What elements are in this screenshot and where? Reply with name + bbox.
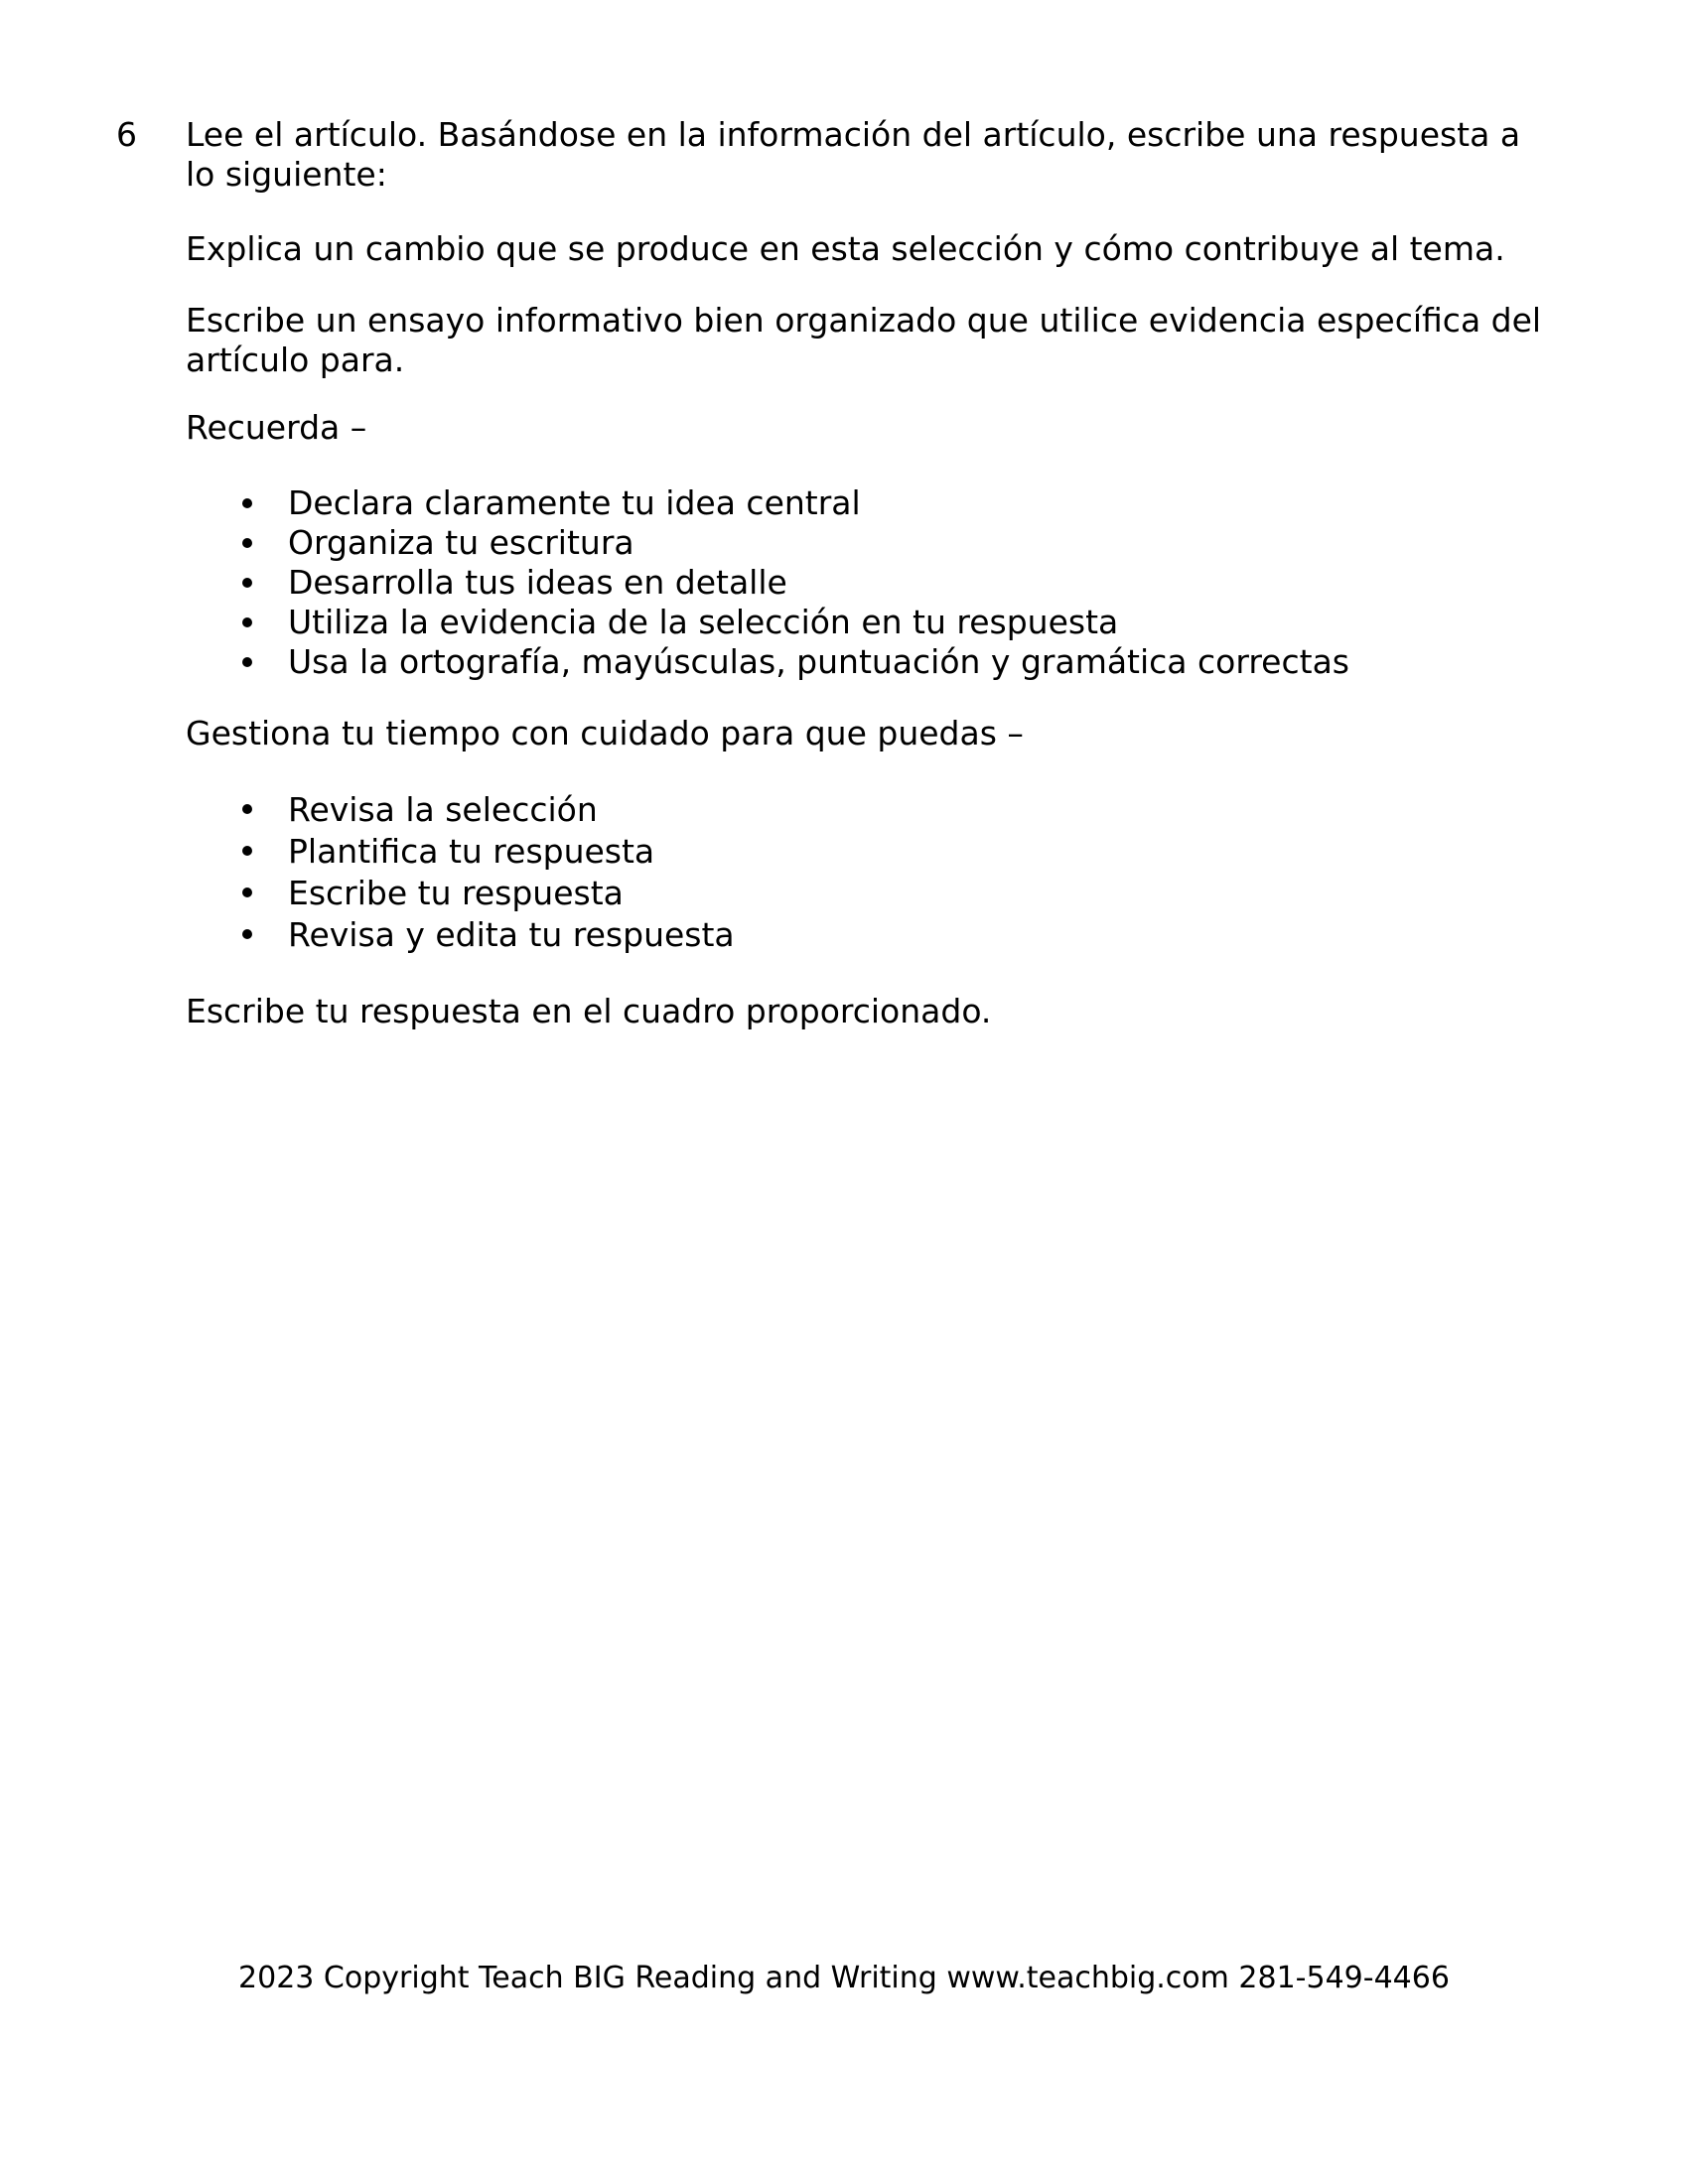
question-number: 6 [116, 115, 137, 154]
intro-paragraph [186, 115, 1556, 195]
list-item-label: Organiza tu escritura [288, 523, 634, 562]
list-item [186, 523, 1556, 563]
remember-list [186, 483, 1556, 682]
list-item [186, 873, 1556, 914]
list-item-label: Utiliza la evidencia de la selección en tu respuesta [288, 603, 1119, 641]
list-item-label: Declara claramente tu idea central [288, 483, 861, 522]
question-body [186, 115, 1556, 1031]
list-item [186, 789, 1556, 831]
list-item-label: Plantifica tu respuesta [288, 832, 655, 871]
list-item [186, 642, 1556, 682]
list-item [186, 603, 1556, 642]
list-item-label: Escribe tu respuesta [288, 874, 624, 912]
text-line: Lee el artículo. Basándose en la información del artículo, escribe una respuesta a [186, 115, 1521, 154]
time-management-list [186, 789, 1556, 956]
bullet-icon [242, 498, 252, 508]
bullet-icon [242, 929, 252, 939]
remember-heading: Recuerda – [186, 408, 367, 447]
list-item [186, 483, 1556, 523]
bullet-icon [242, 887, 252, 897]
bullet-icon [242, 657, 252, 667]
list-item [186, 831, 1556, 873]
text-line: artículo para. [186, 341, 405, 379]
list-item-label: Revisa y edita tu respuesta [288, 915, 735, 954]
list-item-label: Revisa la selección [288, 790, 598, 829]
bullet-icon [242, 538, 252, 548]
text-line: Explica un cambio que se produce en esta selección y cómo contribuye al tema. [186, 229, 1505, 268]
list-item [186, 563, 1556, 603]
bullet-icon [242, 617, 252, 627]
text-line: lo siguiente: [186, 155, 387, 194]
essay-instructions-paragraph [186, 301, 1556, 380]
time-management-heading: Gestiona tu tiempo con cuidado para que puedas – [186, 714, 1024, 752]
list-item-label: Desarrolla tus ideas en detalle [288, 563, 787, 602]
bullet-icon [242, 578, 252, 588]
prompt-paragraph [186, 229, 1556, 269]
page-footer: 2023 Copyright Teach BIG Reading and Writing www.teachbig.com 281-549-4466 [238, 1961, 1450, 1995]
text-line: Escribe un ensayo informativo bien organizado que utilice evidencia específica del [186, 301, 1542, 340]
bullet-icon [242, 846, 252, 856]
closing-instruction: Escribe tu respuesta en el cuadro proporcionado. [186, 992, 992, 1030]
bullet-icon [242, 804, 252, 814]
list-item-label: Usa la ortografía, mayúsculas, puntuación y gramática correctas [288, 642, 1349, 681]
list-item [186, 914, 1556, 956]
